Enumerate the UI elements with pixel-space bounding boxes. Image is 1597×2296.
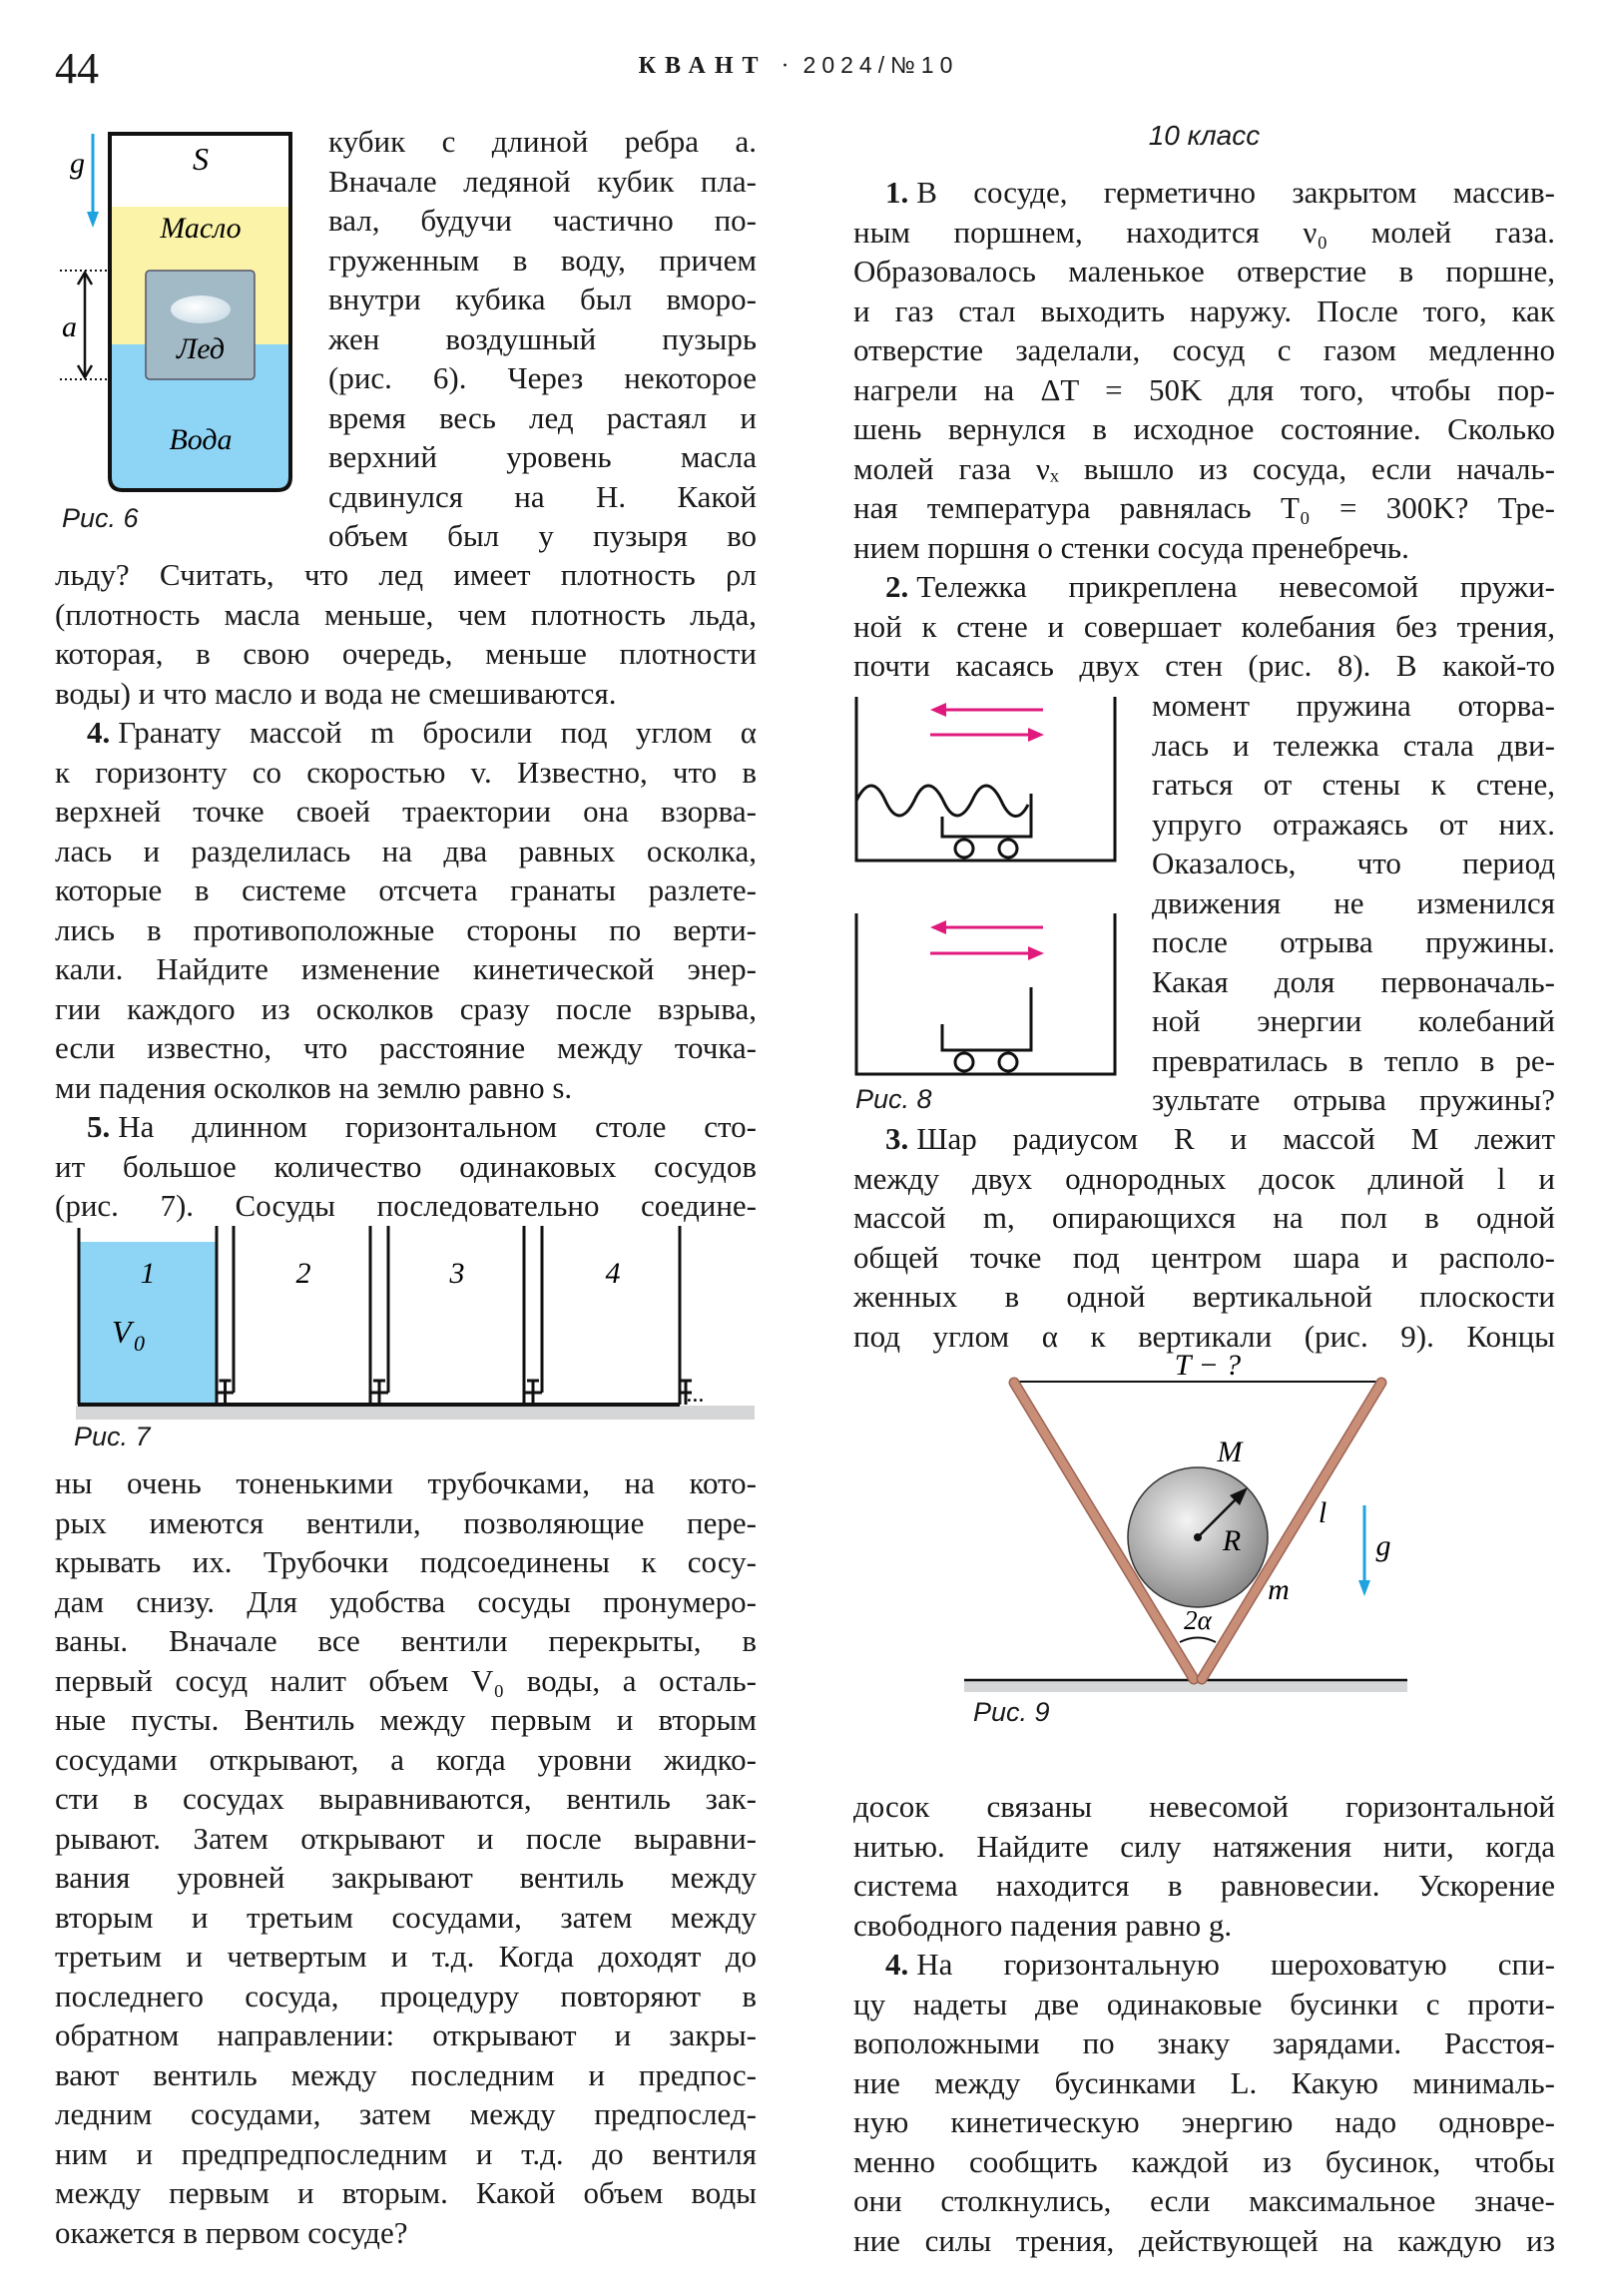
line-text: нагрели на ΔT = 50K для того, чтобы пор-: [853, 371, 1555, 407]
text-line: [328, 516, 757, 556]
text-line: [853, 370, 1555, 410]
line-text: цу надеты две одинаковые бусинки с проти-: [853, 1986, 1555, 2021]
line-text: если известно, что расстояние между точка-: [55, 1030, 757, 1065]
text-line: [55, 1858, 757, 1898]
line-text: груженным в воду, причем: [328, 242, 757, 278]
line-text: На длинном горизонтальном столе сто-: [118, 1109, 757, 1144]
line-text: верхней точке своей траектории она взорва-: [55, 794, 757, 829]
line-text: между двух однородных досок длиной l и: [853, 1160, 1555, 1196]
ellipsis: ...: [687, 1382, 705, 1408]
text-line: [55, 1700, 757, 1740]
line-text: сосудами открывают, а когда уровни жидко-: [55, 1741, 757, 1777]
line-text: вторым и третьим сосудами, затем между: [55, 1899, 757, 1935]
cart: [942, 987, 1031, 1050]
text-line: [55, 2134, 757, 2174]
figure-7-caption: Рис. 7: [74, 1422, 151, 1451]
line-text: ная температура равнялась T₀ = 300K? Тре-: [853, 490, 1555, 525]
text-line: [853, 2221, 1555, 2261]
text-line: [55, 949, 757, 989]
figure-6: [0, 0, 329, 519]
text-line: [55, 2055, 757, 2095]
label-tension: T − ?: [1174, 1349, 1242, 1382]
text-line: [55, 674, 757, 714]
label-ice: Лед: [176, 332, 226, 365]
text-line: [1152, 962, 1555, 1002]
line-text: ны очень тоненькими трубочками, на кото-: [55, 1465, 757, 1500]
text-line: [853, 1159, 1555, 1199]
line-text: кубик с длиной ребра a.: [328, 124, 757, 159]
text-line: [328, 358, 757, 398]
line-text: молей газа νₓ вышло из сосуда, если началь-: [853, 450, 1555, 486]
grade-heading: 10 класс: [1148, 120, 1261, 151]
text-line: [853, 330, 1555, 370]
table-surface: [76, 1406, 755, 1420]
text-line: [55, 1740, 757, 1780]
line-text: ваны. Вначале все вентили перекрыты, в: [55, 1623, 757, 1658]
line-text: ит большое количество одинаковых сосудов: [55, 1148, 757, 1184]
magazine-title: КВАНТ: [638, 53, 768, 79]
problem-number: 4.: [885, 1947, 909, 1982]
line-text: первый сосуд налит объем V₀ воды, а осталь-: [55, 1662, 757, 1698]
line-text: лись в противоположные стороны по верти-: [55, 911, 757, 947]
text-line: [1152, 765, 1555, 805]
line-text: которые в системе отсчета гранаты разлете-: [55, 872, 757, 907]
text-line: [1152, 726, 1555, 766]
line-text: дам снизу. Для удобства сосуды пронумеро-: [55, 1583, 757, 1619]
line-text: и газ стал выходить наружу. После того, как: [853, 292, 1555, 328]
line-text: под углом α к вертикали (рис. 9). Концы: [853, 1318, 1555, 1354]
line-text: Образовалось маленькое отверстие в поршне,: [853, 254, 1555, 288]
text-line: [55, 1819, 757, 1859]
text-line: [55, 1503, 757, 1543]
label-g: g: [1375, 1529, 1391, 1562]
line-text: вания уровней закрывают вентиль между: [55, 1860, 757, 1895]
text-line: [1152, 805, 1555, 845]
line-text: ным поршнем, находится ν₀ молей газа.: [853, 214, 1555, 250]
line-text: лась и разделилась на два равных осколка,: [55, 833, 757, 868]
text-line: [853, 252, 1555, 291]
text-line: [55, 1068, 757, 1108]
text-line: [55, 555, 757, 595]
line-text: лась и тележка стала дви-: [1152, 727, 1555, 763]
line-text: к горизонту со скоростью v. Известно, что в: [55, 754, 757, 790]
text-line: [853, 528, 1555, 568]
text-left-bottom: [55, 1463, 757, 2252]
line-text: Какая доля первоначаль-: [1152, 963, 1555, 999]
text-line: [853, 1985, 1555, 2024]
text-line: [853, 2063, 1555, 2103]
text-line: [328, 122, 757, 162]
text-line: [853, 2181, 1555, 2221]
text-line: [55, 792, 757, 832]
problem-start-line: [853, 1945, 1555, 1985]
figure-9: [948, 1348, 1427, 1707]
wheel: [955, 840, 973, 858]
line-text: зультате отрыва пружины?: [1152, 1082, 1555, 1117]
text-line: [55, 753, 757, 793]
text-line: [853, 2023, 1555, 2063]
wheel: [999, 840, 1017, 858]
text-right-middle: [853, 1119, 1555, 1356]
spring: [856, 786, 1028, 817]
line-text: превратилась в тепло в ре-: [1152, 1042, 1555, 1078]
text-beside-fig8: [1152, 686, 1555, 1120]
line-text: (рис. 6). Через некоторое: [328, 360, 757, 395]
line-text: упруго отражаясь от них.: [1152, 806, 1555, 842]
text-line: [55, 1542, 757, 1582]
text-line: [55, 1937, 757, 1977]
text-line: [55, 1582, 757, 1622]
text-line: [55, 2173, 757, 2213]
problem-number: 4.: [87, 715, 111, 750]
label-R: R: [1222, 1524, 1242, 1557]
problem-number: 5.: [87, 1109, 111, 1144]
line-text: ние силы трения, действующей на каждую из: [853, 2222, 1555, 2258]
text-left-middle: [55, 555, 757, 1226]
line-text: которая, в свою очередь, меньше плотности: [55, 636, 757, 671]
label-m: m: [1268, 1573, 1290, 1606]
line-text: Шар радиусом R и массой M лежит: [916, 1121, 1555, 1156]
line-text: воположными по знаку зарядами. Расстоя-: [853, 2025, 1555, 2060]
problem-number: 3.: [885, 1121, 909, 1156]
line-text: На горизонтальную шероховатую спи-: [916, 1947, 1555, 1982]
text-line: [853, 1198, 1555, 1238]
text-line: [55, 2015, 757, 2055]
line-text: окажется в первом сосуде?: [55, 2214, 408, 2250]
text-line: [853, 291, 1555, 331]
floor: [964, 1680, 1407, 1692]
wheel: [955, 1053, 973, 1071]
line-text: время весь лед растаял и: [328, 399, 757, 435]
text-line: [55, 1898, 757, 1938]
line-text: ледним сосудами, затем между предпослед-: [55, 2096, 757, 2131]
line-text: Вначале ледяной кубик пла-: [328, 163, 757, 199]
text-line: [1152, 1041, 1555, 1081]
line-text: жен воздушный пузырь: [328, 320, 757, 356]
problem-number: 2.: [885, 569, 909, 604]
line-text: менно сообщить каждой из бусинок, чтобы: [853, 2143, 1555, 2179]
motion-arrows-icon: [930, 703, 1044, 960]
text-line: [55, 910, 757, 950]
line-text: рых имеются вентили, позволяющие пере-: [55, 1504, 757, 1540]
line-text: последнего сосуда, процедуру повторяют в: [55, 1978, 757, 2013]
figure-8: [838, 679, 1138, 1098]
line-text: гии каждого из осколков сразу после взрыва,: [55, 990, 757, 1026]
volume-subscript: 0: [134, 1331, 145, 1356]
label-oil: Масло: [160, 212, 242, 245]
line-text: ные пусты. Вентиль между первым и вторым: [55, 1702, 757, 1737]
line-text: после отрыва пружины.: [1152, 924, 1555, 959]
text-line: [853, 1827, 1555, 1867]
text-line: [55, 1779, 757, 1819]
line-text: общей точке под центром шара и располо-: [853, 1239, 1555, 1275]
line-text: Оказалось, что период: [1152, 846, 1555, 880]
separator: ·: [781, 53, 790, 79]
line-text: льду? Считать, что лед имеет плотность ρл: [55, 557, 757, 592]
text-line: [1152, 844, 1555, 883]
line-text: В сосуде, герметично закрытом массив-: [916, 175, 1555, 210]
text-line: [55, 1621, 757, 1661]
line-text: шень вернулся в исходное состояние. Сколько: [853, 411, 1555, 446]
air-bubble: [171, 295, 231, 323]
label-S: S: [193, 141, 209, 177]
label-water: Вода: [169, 423, 233, 456]
text-line: [1152, 1001, 1555, 1041]
label-M: M: [1217, 1435, 1243, 1468]
angle-arc: [1180, 1638, 1216, 1643]
text-line: [853, 1906, 1555, 1946]
text-line: [55, 1977, 757, 2016]
text-line: [853, 488, 1555, 528]
line-text: они столкнулись, если максимальное значе-: [853, 2183, 1555, 2218]
line-text: (рис. 7). Сосуды последовательно соедине-: [55, 1188, 757, 1223]
text-line: [853, 1866, 1555, 1906]
line-text: гаться от стены к стене,: [1152, 767, 1555, 802]
text-line: [328, 437, 757, 477]
wheel: [999, 1053, 1017, 1071]
text-line: [55, 1463, 757, 1503]
text-line: [328, 280, 757, 319]
text-line: [55, 634, 757, 674]
text-line: [853, 2102, 1555, 2142]
text-line: [55, 595, 757, 635]
vessel-label: 3: [449, 1257, 465, 1290]
problem-start-line: [853, 567, 1555, 607]
line-text: свободного падения равно g.: [853, 1907, 1233, 1943]
text-line: [853, 1238, 1555, 1278]
line-text: рывают. Затем открывают и после выравни-: [55, 1820, 757, 1856]
line-text: верхний уровень масла: [328, 439, 757, 474]
label-g: g: [70, 147, 85, 180]
text-line: [55, 1147, 757, 1187]
problem-number: 1.: [885, 175, 909, 210]
text-line: [853, 2142, 1555, 2182]
text-line: [328, 201, 757, 241]
label-a: a: [62, 310, 77, 343]
text-line: [853, 409, 1555, 449]
line-text: ной к стене и совершает колебания без трения,: [853, 608, 1555, 644]
figure-9-caption: Рис. 9: [973, 1697, 1050, 1727]
label-angle: 2α: [1184, 1605, 1212, 1635]
label-l: l: [1318, 1496, 1328, 1529]
line-text: третьим и четвертым и т.д. Когда доходят до: [55, 1939, 757, 1974]
text-right-bottom: [853, 1787, 1555, 2260]
line-text: Гранату массой m бросили под углом α: [118, 715, 757, 750]
text-line: [1152, 922, 1555, 962]
problem-start-line: [55, 1107, 757, 1147]
text-line: [328, 319, 757, 359]
dimension-arrow-icon: [78, 273, 92, 377]
problem-start-line: [853, 173, 1555, 213]
line-text: объем был у пузыря во: [328, 518, 757, 553]
line-text: ми падения осколков на землю равно s.: [55, 1069, 573, 1105]
page-number: 44: [55, 44, 99, 93]
box-with-spring: [856, 697, 1115, 861]
problem-start-line: [853, 1119, 1555, 1159]
issue-number: 2024/№10: [802, 52, 959, 78]
vessel-label: 1: [140, 1257, 156, 1290]
text-line: [55, 989, 757, 1029]
box-without-spring: [856, 913, 1115, 1074]
text-line: [55, 2213, 757, 2253]
text-beside-fig6: [328, 122, 757, 556]
line-text: вал, будучи частично по-: [328, 203, 757, 238]
text-line: [1152, 686, 1555, 726]
line-text: сдвинулся на H. Какой: [328, 478, 757, 514]
figure-7: [0, 1198, 779, 1437]
text-line: [328, 398, 757, 438]
gravity-arrow-icon: [87, 134, 99, 228]
text-line: [328, 241, 757, 281]
line-text: вают вентиль между последним и предпос-: [55, 2056, 757, 2092]
line-text: массой m, опирающихся на пол в одной: [853, 1200, 1555, 1235]
line-text: ную кинетическую энергию надо одновре-: [853, 2104, 1555, 2139]
text-line: [853, 449, 1555, 489]
line-text: ние между бусинками L. Какую минималь-: [853, 2064, 1555, 2100]
text-line: [853, 1277, 1555, 1317]
line-text: отверстие заделали, сосуд с газом медленно: [853, 332, 1555, 367]
line-text: обратном направлении: открывают и закры-: [55, 2017, 757, 2052]
figure-6-caption: Рис. 6: [62, 503, 139, 533]
text-line: [1152, 883, 1555, 923]
text-line: [55, 1028, 757, 1068]
line-text: Тележка прикреплена невесомой пружи-: [916, 569, 1555, 604]
vessel-label: 4: [605, 1257, 621, 1290]
line-text: нитью. Найдите силу натяжения нити, когда: [853, 1828, 1555, 1864]
gravity-arrow-icon: [1358, 1505, 1370, 1596]
line-text: ним и предпредпоследним и т.д. до вентиля: [55, 2135, 757, 2171]
line-text: система находится в равновесии. Ускорение: [853, 1868, 1555, 1903]
text-right-top: [853, 173, 1555, 686]
line-text: крывать их. Трубочки подсоединены к сосу-: [55, 1544, 757, 1579]
line-text: женных в одной вертикальной плоскости: [853, 1279, 1555, 1314]
line-text: кали. Найдите изменение кинетической энер-: [55, 951, 757, 986]
text-line: [328, 162, 757, 202]
line-text: между первым и вторым. Какой объем воды: [55, 2175, 757, 2210]
line-text: почти касаясь двух стен (рис. 8). В какой-то: [853, 648, 1555, 683]
text-line: [55, 832, 757, 871]
line-text: движения не изменился: [1152, 884, 1555, 920]
line-text: момент пружина оторва-: [1152, 688, 1555, 723]
volume-label: V: [112, 1314, 132, 1350]
text-line: [55, 2094, 757, 2134]
text-line: [853, 213, 1555, 253]
line-text: сти в сосудах выравниваются, вентиль зак-: [55, 1781, 757, 1816]
line-text: досок связаны невесомой горизонтальной: [853, 1789, 1555, 1824]
text-line: [853, 607, 1555, 647]
line-text: внутри кубика был вморо-: [328, 282, 757, 316]
text-line: [55, 1661, 757, 1701]
text-line: [853, 1787, 1555, 1827]
line-text: (плотность масла меньше, чем плотность льда,: [55, 596, 757, 632]
vessel-label: 2: [295, 1257, 311, 1290]
figure-8-caption: Рис. 8: [855, 1084, 932, 1114]
line-text: воды) и что масло и вода не смешиваются.: [55, 675, 617, 711]
line-text: ной энергии колебаний: [1152, 1003, 1555, 1038]
line-text: нием поршня о стенки сосуда пренебречь.: [853, 529, 1409, 565]
text-line: [1152, 1080, 1555, 1120]
text-line: [55, 870, 757, 910]
text-line: [328, 477, 757, 517]
problem-start-line: [55, 713, 757, 753]
